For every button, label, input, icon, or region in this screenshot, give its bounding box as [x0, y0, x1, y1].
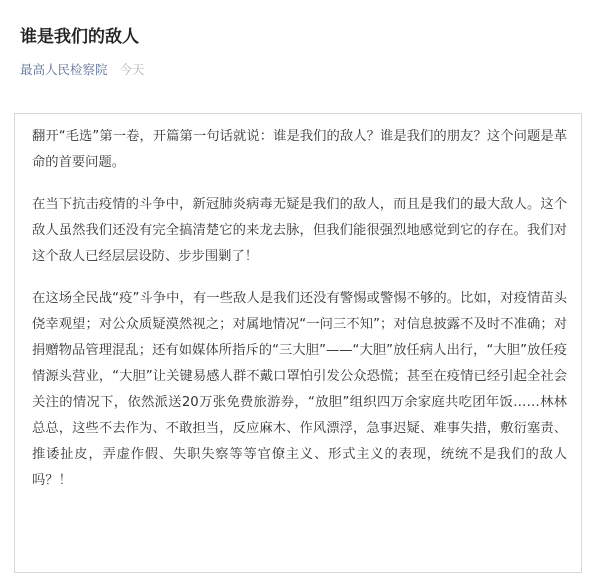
article-title: 谁是我们的敌人 [20, 27, 139, 47]
paragraph-2: 在当下抗击疫情的斗争中，新冠肺炎病毒无疑是我们的敌人，而且是我们的最大敌人。这个敌人虽然我们还没有完全搞清楚它的来龙去脉，但我们能很强烈地感觉到它的存在。我们对这个敌人已经层层设防、步步围剿了！ [32, 197, 567, 264]
paragraph-1: 翻开“毛选”第一卷，开篇第一句话就说：谁是我们的敌人？谁是我们的朋友？这个问题是革命的首要问题。 [32, 129, 567, 170]
paragraph-3: 在这场全民战“疫”斗争中，有一些敌人是我们还没有警惕或警惕不够的。比如，对疫情苗头侥幸观望；对公众质疑漠然视之；对属地情况“一问三不知”；对信息披露不及时不准确；对捐赠物品管理混乱；还有如媒体所指斥的“三大胆”——“大胆”放任病人出行，“大胆”放任疫情源头营业，“大胆”让关键易感人群不戴口罩怕引发公众恐慌；甚至在疫情已经引起全社会关注的情况下，依然派送20万张免费旅游券，“放胆”组织四万余家庭共吃团年饭……林林总总，这些不去作为、不敢担当，反应麻木、作风漂浮，急事迟疑、难事失措，敷衍塞责、推诿扯皮，弄虚作假、失职失察等等官僚主义、形式主义的表现，统统不是我们的敌人吗？！ [32, 291, 567, 488]
article-body [14, 113, 582, 573]
article-meta [20, 60, 145, 78]
publish-date: 今天 [119, 62, 145, 77]
author-link[interactable]: 最高人民检察院 [20, 62, 108, 77]
